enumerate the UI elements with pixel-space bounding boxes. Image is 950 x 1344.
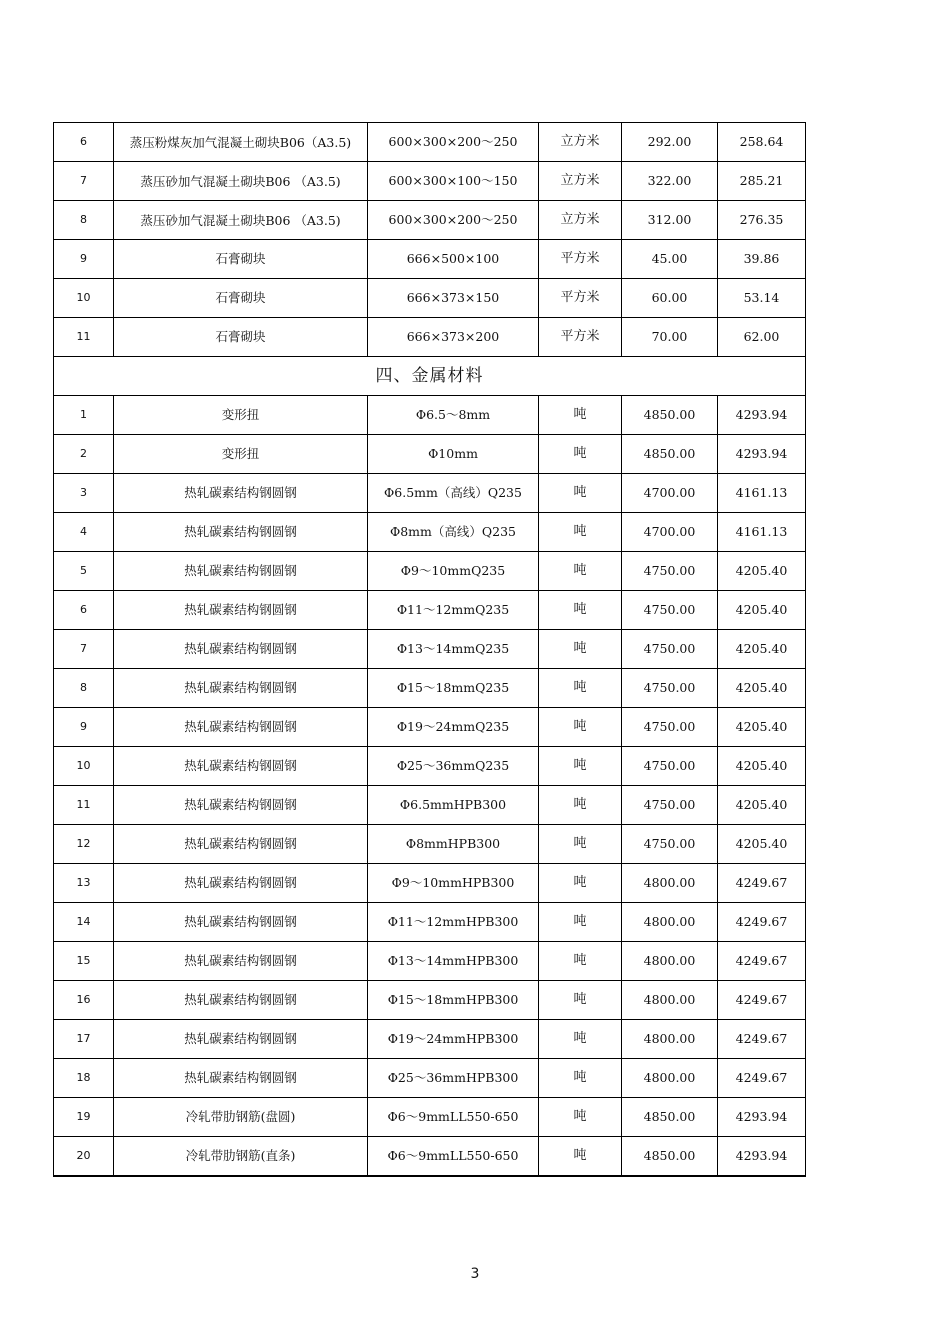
- price-with-tax-cell: 4800.00: [622, 942, 718, 981]
- row-number-cell: 17: [54, 1020, 114, 1059]
- unit-cell: 平方米: [539, 318, 622, 357]
- price-without-tax-cell: 4205.40: [718, 630, 806, 669]
- unit-cell: 立方米: [539, 162, 622, 201]
- specification-cell: Φ15～18mmQ235: [368, 669, 539, 708]
- material-name-cell: 热轧碳素结构钢圆钢: [114, 981, 368, 1020]
- unit-cell: 立方米: [539, 123, 622, 162]
- material-name-cell: 热轧碳素结构钢圆钢: [114, 825, 368, 864]
- table-row: [54, 396, 806, 435]
- price-without-tax-cell: 4205.40: [718, 552, 806, 591]
- price-without-tax-cell: 258.64: [718, 123, 806, 162]
- material-name-cell: 蒸压砂加气混凝土砌块B06 （A3.5): [114, 201, 368, 240]
- unit-cell: 吨: [539, 1059, 622, 1098]
- specification-cell: Φ19～24mmQ235: [368, 708, 539, 747]
- price-without-tax-cell: 4249.67: [718, 864, 806, 903]
- table-row: [54, 1059, 806, 1098]
- price-without-tax-cell: 4161.13: [718, 513, 806, 552]
- price-with-tax-cell: 4850.00: [622, 1098, 718, 1137]
- page-number: 3: [470, 1266, 480, 1282]
- table-row: [54, 669, 806, 708]
- specification-cell: Φ9～10mmQ235: [368, 552, 539, 591]
- unit-cell: 吨: [539, 1137, 622, 1177]
- price-without-tax-cell: 285.21: [718, 162, 806, 201]
- row-number-cell: 11: [54, 318, 114, 357]
- section-header-group: [54, 357, 806, 396]
- table-row: [54, 318, 806, 357]
- specification-cell: 600×300×200～250: [368, 123, 539, 162]
- specification-cell: Φ19～24mmHPB300: [368, 1020, 539, 1059]
- material-name-cell: 热轧碳素结构钢圆钢: [114, 513, 368, 552]
- row-number-cell: 5: [54, 552, 114, 591]
- material-name-cell: 热轧碳素结构钢圆钢: [114, 747, 368, 786]
- row-number-cell: 2: [54, 435, 114, 474]
- material-name-cell: 变形扭: [114, 396, 368, 435]
- price-with-tax-cell: 4850.00: [622, 1137, 718, 1177]
- material-name-cell: 蒸压粉煤灰加气混凝土砌块B06（A3.5): [114, 123, 368, 162]
- row-number-cell: 10: [54, 747, 114, 786]
- price-with-tax-cell: 4750.00: [622, 825, 718, 864]
- material-name-cell: 热轧碳素结构钢圆钢: [114, 474, 368, 513]
- price-without-tax-cell: 4205.40: [718, 708, 806, 747]
- table-row: [54, 1098, 806, 1137]
- unit-cell: 吨: [539, 1020, 622, 1059]
- unit-cell: 吨: [539, 513, 622, 552]
- price-with-tax-cell: 70.00: [622, 318, 718, 357]
- specification-cell: Φ6.5～8mm: [368, 396, 539, 435]
- row-number-cell: 7: [54, 630, 114, 669]
- price-without-tax-cell: 4249.67: [718, 981, 806, 1020]
- row-number-cell: 19: [54, 1098, 114, 1137]
- material-name-cell: 热轧碳素结构钢圆钢: [114, 708, 368, 747]
- table-row: [54, 162, 806, 201]
- unit-cell: 吨: [539, 396, 622, 435]
- specification-cell: 666×373×150: [368, 279, 539, 318]
- price-without-tax-cell: 39.86: [718, 240, 806, 279]
- price-table: [53, 122, 806, 1177]
- table-row: [54, 123, 806, 162]
- price-with-tax-cell: 4850.00: [622, 396, 718, 435]
- price-with-tax-cell: 4750.00: [622, 708, 718, 747]
- material-name-cell: 蒸压砂加气混凝土砌块B06 （A3.5): [114, 162, 368, 201]
- material-name-cell: 热轧碳素结构钢圆钢: [114, 1059, 368, 1098]
- price-with-tax-cell: 4750.00: [622, 591, 718, 630]
- row-number-cell: 18: [54, 1059, 114, 1098]
- price-without-tax-cell: 4161.13: [718, 474, 806, 513]
- table-row: [54, 747, 806, 786]
- material-name-cell: 热轧碳素结构钢圆钢: [114, 864, 368, 903]
- row-number-cell: 8: [54, 201, 114, 240]
- table-row: [54, 552, 806, 591]
- specification-cell: Φ10mm: [368, 435, 539, 474]
- unit-cell: 吨: [539, 552, 622, 591]
- price-without-tax-cell: 4293.94: [718, 396, 806, 435]
- material-name-cell: 石膏砌块: [114, 279, 368, 318]
- price-with-tax-cell: 312.00: [622, 201, 718, 240]
- price-without-tax-cell: 4205.40: [718, 786, 806, 825]
- price-without-tax-cell: 62.00: [718, 318, 806, 357]
- unit-cell: 吨: [539, 435, 622, 474]
- price-without-tax-cell: 4249.67: [718, 1020, 806, 1059]
- row-number-cell: 20: [54, 1137, 114, 1177]
- unit-cell: 吨: [539, 630, 622, 669]
- price-without-tax-cell: 4205.40: [718, 825, 806, 864]
- unit-cell: 吨: [539, 903, 622, 942]
- material-name-cell: 热轧碳素结构钢圆钢: [114, 1020, 368, 1059]
- row-number-cell: 6: [54, 123, 114, 162]
- price-with-tax-cell: 4750.00: [622, 669, 718, 708]
- specification-cell: Φ8mmHPB300: [368, 825, 539, 864]
- unit-cell: 平方米: [539, 240, 622, 279]
- row-number-cell: 9: [54, 240, 114, 279]
- table-row: [54, 903, 806, 942]
- material-name-cell: 冷轧带肋钢筋(直条): [114, 1137, 368, 1177]
- table-row: [54, 942, 806, 981]
- specification-cell: Φ6～9mmLL550-650: [368, 1098, 539, 1137]
- unit-cell: 立方米: [539, 201, 622, 240]
- table-row: [54, 240, 806, 279]
- table-row: [54, 1137, 806, 1177]
- price-with-tax-cell: 322.00: [622, 162, 718, 201]
- unit-cell: 吨: [539, 1098, 622, 1137]
- table-row: [54, 513, 806, 552]
- material-name-cell: 热轧碳素结构钢圆钢: [114, 903, 368, 942]
- masonry-rows: [54, 123, 806, 357]
- table-row: [54, 474, 806, 513]
- price-with-tax-cell: 4750.00: [622, 552, 718, 591]
- specification-cell: Φ9～10mmHPB300: [368, 864, 539, 903]
- price-with-tax-cell: 4800.00: [622, 864, 718, 903]
- price-without-tax-cell: 4205.40: [718, 591, 806, 630]
- specification-cell: Φ8mm（高线）Q235: [368, 513, 539, 552]
- specification-cell: Φ6～9mmLL550-650: [368, 1137, 539, 1177]
- unit-cell: 吨: [539, 591, 622, 630]
- material-name-cell: 热轧碳素结构钢圆钢: [114, 786, 368, 825]
- unit-cell: 吨: [539, 942, 622, 981]
- price-with-tax-cell: 4800.00: [622, 1020, 718, 1059]
- price-with-tax-cell: 4750.00: [622, 630, 718, 669]
- price-without-tax-cell: 276.35: [718, 201, 806, 240]
- table-row: [54, 201, 806, 240]
- specification-cell: Φ15～18mmHPB300: [368, 981, 539, 1020]
- price-without-tax-cell: 4205.40: [718, 669, 806, 708]
- row-number-cell: 9: [54, 708, 114, 747]
- table-row: [54, 864, 806, 903]
- material-name-cell: 热轧碳素结构钢圆钢: [114, 942, 368, 981]
- price-with-tax-cell: 4850.00: [622, 435, 718, 474]
- material-name-cell: 热轧碳素结构钢圆钢: [114, 669, 368, 708]
- material-name-cell: 冷轧带肋钢筋(盘圆): [114, 1098, 368, 1137]
- specification-cell: Φ25～36mmHPB300: [368, 1059, 539, 1098]
- specification-cell: Φ13～14mmQ235: [368, 630, 539, 669]
- material-name-cell: 热轧碳素结构钢圆钢: [114, 630, 368, 669]
- unit-cell: 吨: [539, 864, 622, 903]
- price-with-tax-cell: 4700.00: [622, 474, 718, 513]
- row-number-cell: 11: [54, 786, 114, 825]
- unit-cell: 吨: [539, 708, 622, 747]
- unit-cell: 吨: [539, 747, 622, 786]
- unit-cell: 平方米: [539, 279, 622, 318]
- table-row: [54, 279, 806, 318]
- row-number-cell: 6: [54, 591, 114, 630]
- section-row: [54, 357, 806, 396]
- material-name-cell: 热轧碳素结构钢圆钢: [114, 552, 368, 591]
- table-row: [54, 435, 806, 474]
- row-number-cell: 10: [54, 279, 114, 318]
- price-with-tax-cell: 4750.00: [622, 786, 718, 825]
- price-without-tax-cell: 4293.94: [718, 435, 806, 474]
- row-number-cell: 14: [54, 903, 114, 942]
- material-name-cell: 热轧碳素结构钢圆钢: [114, 591, 368, 630]
- price-without-tax-cell: 4249.67: [718, 903, 806, 942]
- row-number-cell: 1: [54, 396, 114, 435]
- specification-cell: 600×300×200～250: [368, 201, 539, 240]
- row-number-cell: 4: [54, 513, 114, 552]
- price-with-tax-cell: 4700.00: [622, 513, 718, 552]
- specification-cell: Φ11～12mmHPB300: [368, 903, 539, 942]
- table-row: [54, 981, 806, 1020]
- material-name-cell: 变形扭: [114, 435, 368, 474]
- price-without-tax-cell: 53.14: [718, 279, 806, 318]
- specification-cell: Φ25～36mmQ235: [368, 747, 539, 786]
- row-number-cell: 7: [54, 162, 114, 201]
- row-number-cell: 15: [54, 942, 114, 981]
- price-with-tax-cell: 4800.00: [622, 1059, 718, 1098]
- price-with-tax-cell: 60.00: [622, 279, 718, 318]
- row-number-cell: 16: [54, 981, 114, 1020]
- row-number-cell: 12: [54, 825, 114, 864]
- material-name-cell: 石膏砌块: [114, 318, 368, 357]
- specification-cell: Φ6.5mmHPB300: [368, 786, 539, 825]
- unit-cell: 吨: [539, 786, 622, 825]
- unit-cell: 吨: [539, 474, 622, 513]
- unit-cell: 吨: [539, 825, 622, 864]
- price-with-tax-cell: 4750.00: [622, 747, 718, 786]
- specification-cell: Φ11～12mmQ235: [368, 591, 539, 630]
- specification-cell: 666×373×200: [368, 318, 539, 357]
- specification-cell: Φ6.5mm（高线）Q235: [368, 474, 539, 513]
- table-row: [54, 630, 806, 669]
- price-without-tax-cell: 4293.94: [718, 1098, 806, 1137]
- table-row: [54, 1020, 806, 1059]
- metal-rows: [54, 396, 806, 1177]
- material-name-cell: 石膏砌块: [114, 240, 368, 279]
- row-number-cell: 3: [54, 474, 114, 513]
- table-row: [54, 591, 806, 630]
- price-without-tax-cell: 4249.67: [718, 1059, 806, 1098]
- specification-cell: 666×500×100: [368, 240, 539, 279]
- table-row: [54, 825, 806, 864]
- price-without-tax-cell: 4205.40: [718, 747, 806, 786]
- table-row: [54, 786, 806, 825]
- row-number-cell: 8: [54, 669, 114, 708]
- specification-cell: Φ13～14mmHPB300: [368, 942, 539, 981]
- price-with-tax-cell: 4800.00: [622, 903, 718, 942]
- price-without-tax-cell: 4249.67: [718, 942, 806, 981]
- section-title: 四、金属材料: [54, 357, 806, 396]
- row-number-cell: 13: [54, 864, 114, 903]
- price-with-tax-cell: 4800.00: [622, 981, 718, 1020]
- price-with-tax-cell: 292.00: [622, 123, 718, 162]
- price-without-tax-cell: 4293.94: [718, 1137, 806, 1177]
- unit-cell: 吨: [539, 669, 622, 708]
- table-row: [54, 708, 806, 747]
- price-with-tax-cell: 45.00: [622, 240, 718, 279]
- specification-cell: 600×300×100～150: [368, 162, 539, 201]
- unit-cell: 吨: [539, 981, 622, 1020]
